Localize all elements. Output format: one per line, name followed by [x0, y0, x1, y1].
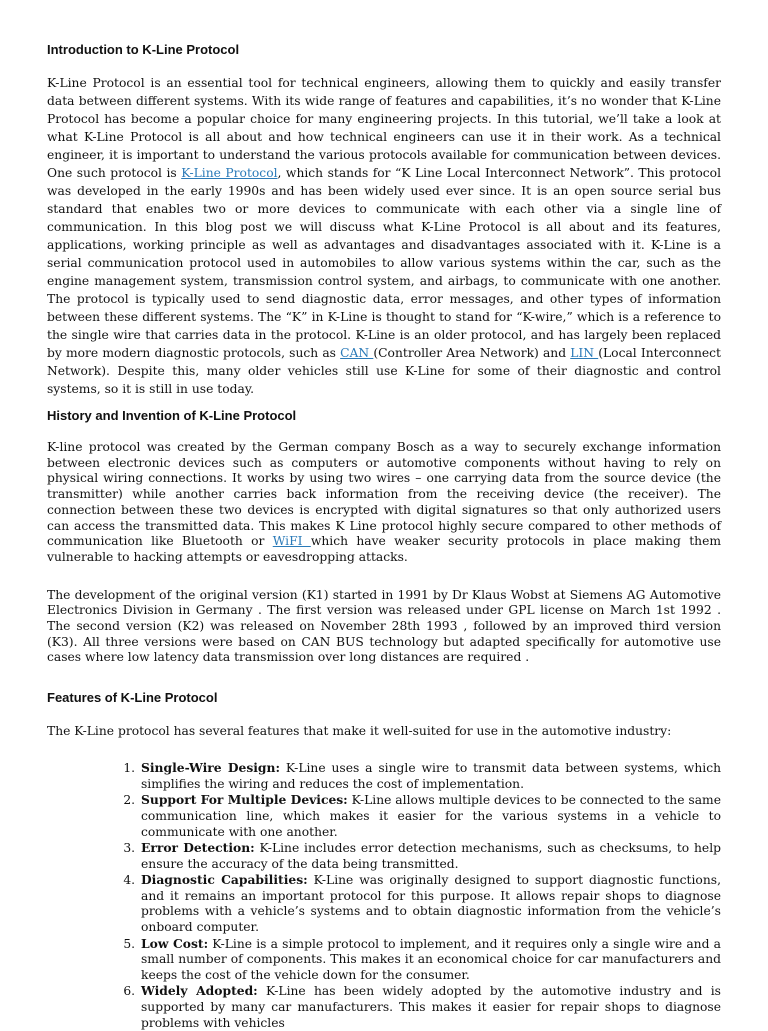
- feature-title: Low Cost:: [141, 935, 209, 951]
- can-link[interactable]: CAN: [340, 346, 374, 360]
- feature-title: Error Detection:: [141, 840, 255, 856]
- intro-text-3: (Controller Area Network) and: [373, 346, 571, 360]
- history-text-2: which have weaker security protocols in place making them vulnerable to hacking attempts or eavesdropping attacks.: [47, 534, 722, 564]
- feature-title: Diagnostic Capabilities:: [141, 872, 308, 888]
- list-item: [139, 936, 721, 984]
- wifi-link[interactable]: WiFI: [272, 534, 311, 549]
- feature-text: K-Line includes error detection mechanisms, such as checksums, to help ensure the accuracy of the data being transmitted.: [141, 841, 721, 871]
- list-item: [139, 760, 721, 792]
- feature-title: Widely Adopted:: [141, 983, 258, 999]
- feature-text: K-Line was originally designed to support diagnostic functions, and it remains an important protocol for this purpose. It allows repair shops to diagnose problems with a vehicle’s systems and to obtain diagnostic information from the vehicle’s onboard computer.: [141, 873, 721, 935]
- list-item: [139, 840, 721, 872]
- intro-text-1: K-Line Protocol is an essential tool for technical engineers, allowing them to quickly and easily transfer data between different systems. With its wide range of features and capabilities, it’s no wonder that K-Line Protocol has become a popular choice for many engineering projects. In this tutorial, we’ll take a look at what K-Line Protocol is all about and how technical engineers can use it in their work. As a technical engineer, it is important to understand the various protocols available for communication between devices. One such protocol is: [47, 76, 721, 180]
- list-item: [139, 872, 721, 935]
- article-body: [47, 40, 721, 1031]
- features-heading: Features of K-Line Protocol: [47, 690, 218, 706]
- feature-text: K-Line is a simple protocol to implement, and it requires only a single wire and a small number of components. This makes it an economical choice for car manufacturers and keeps the cost of the vehicle down for the consumer.: [141, 936, 721, 982]
- feature-title: Single-Wire Design:: [141, 760, 280, 776]
- intro-heading: Introduction to K-Line Protocol: [47, 42, 240, 57]
- history-heading: History and Invention of K-Line Protocol: [47, 408, 297, 423]
- list-item: [139, 792, 721, 840]
- history-text-1: K-line protocol was created by the German company Bosch as a way to securely exchange information between electronic devices such as computers or automotive components without having to rely on physical wiring connections. It works by using two wires – one carrying data from the source device (the transmitter) while another carries back information from the receiving device (the receiver). The connection between these two devices is encrypted with digital signatures so that only authorized users can access the transmitted data. This makes K Line protocol highly secure compared to other methods of communication like Bluetooth or: [47, 440, 721, 549]
- features-list: [47, 760, 721, 1031]
- feature-title: Support For Multiple Devices:: [141, 792, 348, 808]
- intro-text-4: (Local Interconnect Network). Despite this, many older vehicles still use K-Line for some of their diagnostic and control systems, so it is still in use today.: [47, 346, 721, 396]
- intro-paragraph: [47, 74, 721, 398]
- history-paragraph-1: [47, 440, 721, 566]
- features-intro: The K-Line protocol has several features that make it well-suited for use in the automotive industry:: [47, 724, 672, 739]
- feature-text: K-Line uses a single wire to transmit data between systems, which simplifies the wiring and reduces the cost of implementation.: [141, 761, 721, 791]
- feature-text: K-Line has been widely adopted by the automotive industry and is supported by many car manufacturers. This makes it easier for repair shops to diagnose problems with vehicles: [141, 984, 721, 1030]
- feature-text: K-Line allows multiple devices to be connected to the same communication line, which makes it easier for the various systems in a vehicle to communicate with one another.: [141, 793, 721, 839]
- intro-text-2: , which stands for “K Line Local Interconnect Network”. This protocol was developed in the early 1990s and has been widely used ever since. It is an open source serial bus standard that enables two or more devices to communicate with each other via a single line of communication. In this blog post we will discuss what K-Line Protocol is all about and its features, applications, working principle as well as advantages and disadvantages associated with it. K-Line is a serial communication protocol used in automobiles to allow various systems within the car, such as the engine management system, transmission control system, and airbags, to communicate with one another. The protocol is typically used to send diagnostic data, error messages, and other types of information between these different systems. The “K” in K-Line is thought to stand for “K-wire,” which is a reference to the single wire that carries data in the protocol. K-Line is an older protocol, and has largely been replaced by more modern diagnostic protocols, such as: [47, 166, 721, 360]
- lin-link[interactable]: LIN: [570, 346, 599, 360]
- kline-protocol-link[interactable]: K-Line Protocol: [181, 166, 278, 180]
- history-paragraph-2: The development of the original version (K1) started in 1991 by Dr Klaus Wobst at Siemens AG Automotive Electronics Division in Germany . The first version was released under GPL license on March 1st 1992 . The second version (K2) was released on November 28th 1993 , followed by an improved third version (K3). All three versions were based on CAN BUS technology but adapted specifically for automotive use cases where low latency data transmission over long distances are required .: [47, 587, 721, 665]
